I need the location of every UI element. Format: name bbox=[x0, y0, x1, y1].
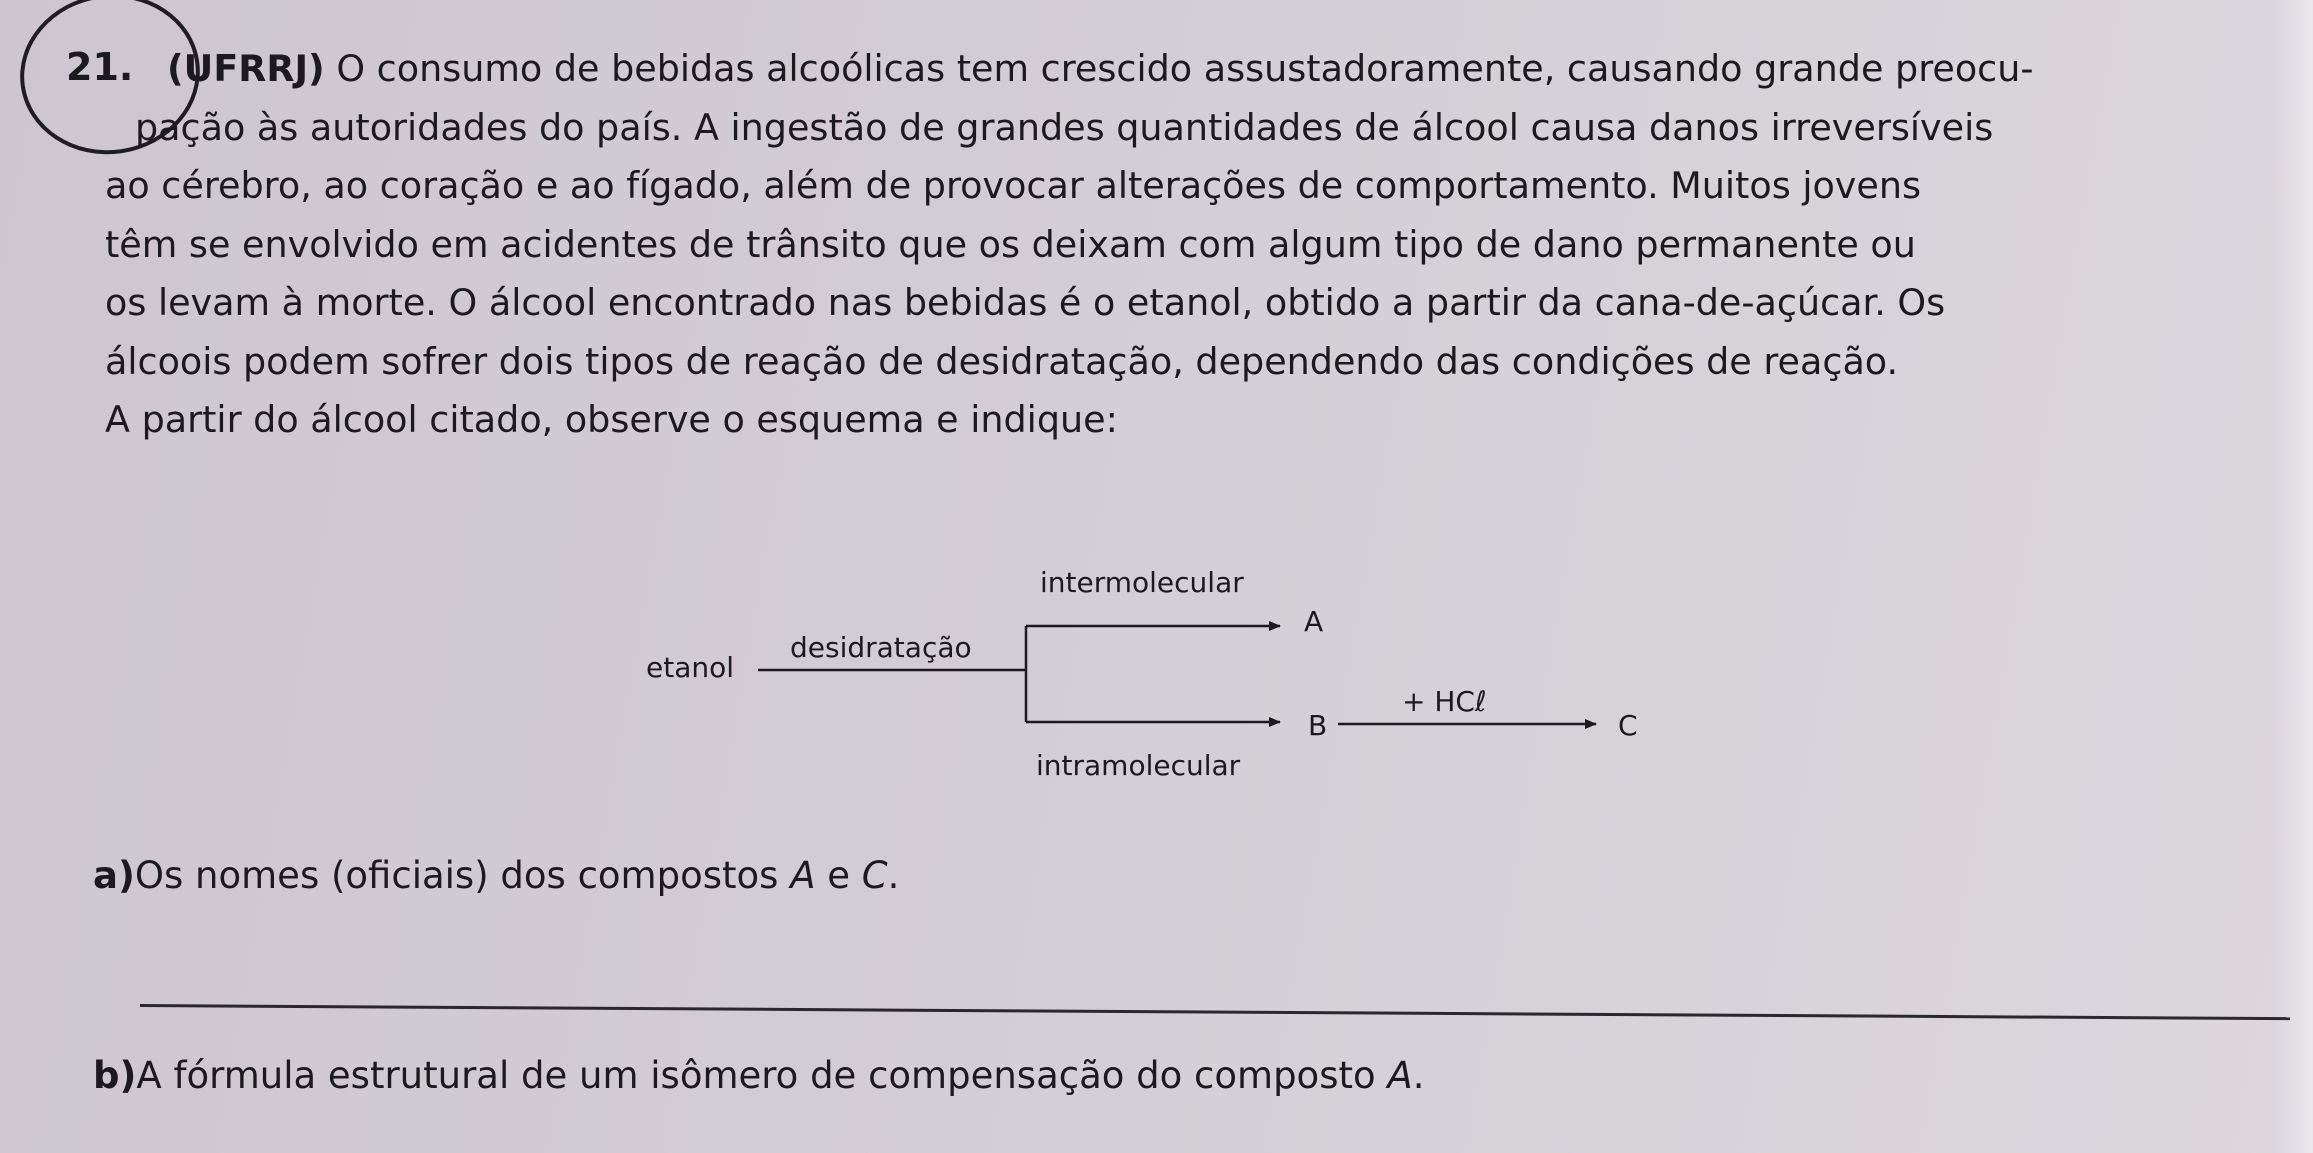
question-line-3: ao cérebro, ao coração e ao fígado, além de provocar alterações de comportamento. Muitos jovens bbox=[105, 164, 1921, 207]
question-source: (UFRRJ) bbox=[167, 47, 325, 90]
product-b-label: B bbox=[1308, 709, 1328, 742]
item-b: b)A fórmula estrutural de um isômero de compensação do composto A. bbox=[93, 1054, 1425, 1097]
label-desidratacao: desidratação bbox=[790, 631, 972, 664]
reactant-etanol: etanol bbox=[646, 651, 735, 684]
question-line-5: os levam à morte. O álcool encontrado nas bebidas é o etanol, obtido a partir da cana-de-açúcar. Os bbox=[105, 281, 1946, 324]
product-c-label: C bbox=[1618, 709, 1638, 742]
question-line-4: têm se envolvido em acidentes de trânsito que os deixam com algum tipo de dano permanente ou bbox=[105, 222, 1916, 266]
question-line-7: A partir do álcool citado, observe o esquema e indique: bbox=[105, 398, 1118, 441]
item-a-letter: a) bbox=[93, 854, 135, 897]
question-text bbox=[105, 40, 2265, 450]
label-intermolecular: intermolecular bbox=[1040, 566, 1244, 599]
product-a-label: A bbox=[1304, 605, 1324, 638]
label-intramolecular: intramolecular bbox=[1036, 749, 1241, 782]
item-a: a)Os nomes (oficiais) dos compostos A e C. bbox=[93, 854, 900, 897]
item-b-letter: b) bbox=[93, 1054, 137, 1097]
question-number: 21. bbox=[66, 45, 134, 89]
page-edge bbox=[2273, 0, 2313, 1153]
answer-line bbox=[140, 1004, 2290, 1020]
question-line-2: pação às autoridades do país. A ingestão de grandes quantidades de álcool causa danos irreversíveis bbox=[135, 105, 1994, 149]
reagent-hcl: + HCℓ bbox=[1402, 685, 1487, 718]
question-line-6: álcoois podem sofrer dois tipos de reação de desidratação, dependendo das condições de reação. bbox=[105, 339, 1899, 383]
question-line-1: (UFRRJ) O consumo de bebidas alcoólicas tem crescido assustadoramente, causando grande preocu- bbox=[167, 47, 2034, 90]
